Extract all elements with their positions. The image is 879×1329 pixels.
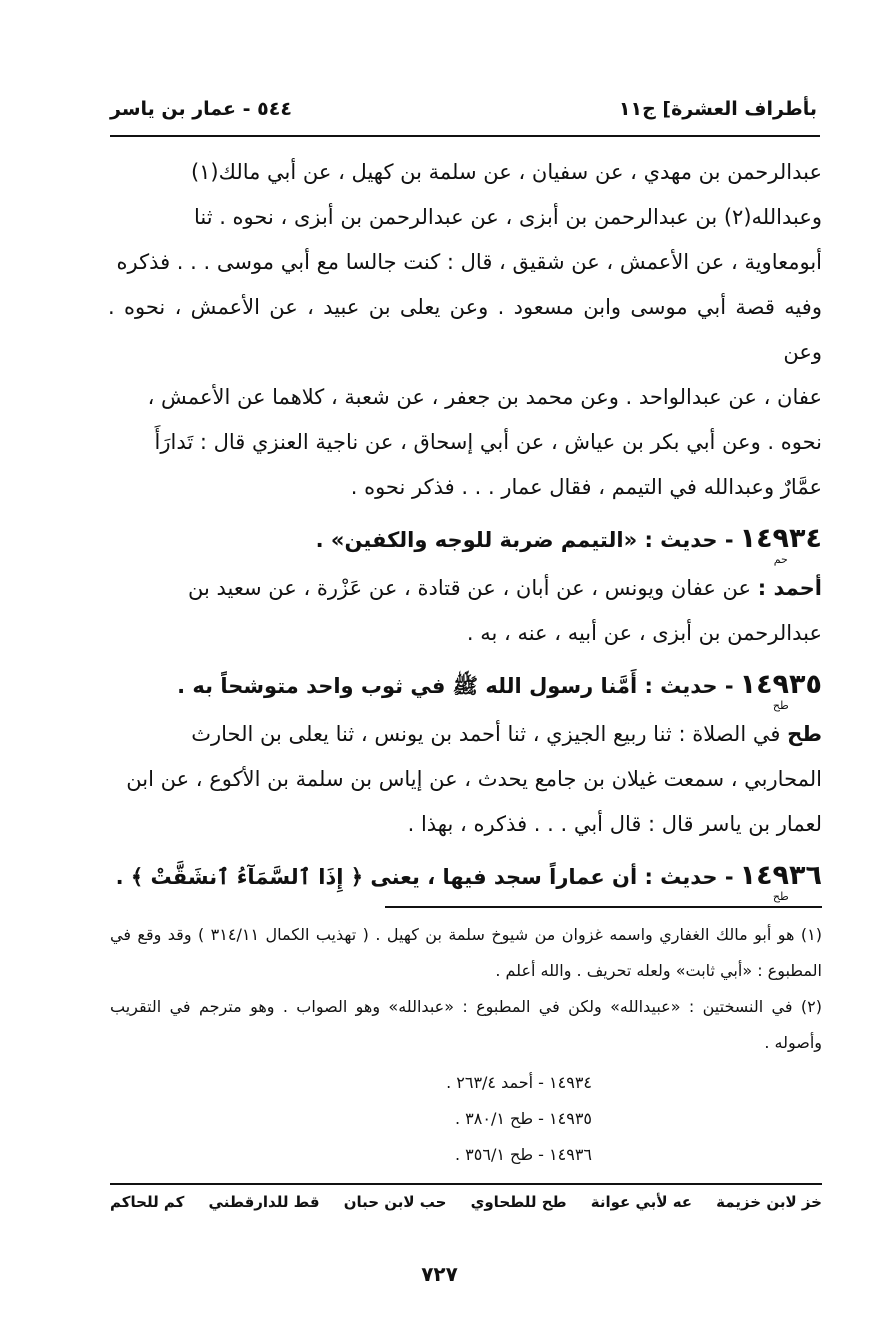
footnote-1: (١) هو أبو مالك الغفاري واسمه غزوان من شيوخ سلمة بن كهيل . ( تهذيب الكمال ٣١٤/١١ ) وقد وقع في المطبوع : «أبي ثابت» ولعله تحريف . والله أعلم . xyxy=(110,925,822,980)
header-section: ٥٤٤ - عمار بن ياسر xyxy=(110,98,292,120)
hadith-heading-14934 xyxy=(108,514,822,566)
paragraph-continued xyxy=(108,150,822,510)
text-line: وفيه قصة أبي موسى وابن مسعود . وعن يعلى بن عبيد ، عن الأعمش ، نحوه . وعن xyxy=(108,295,822,364)
source-symbol: طح xyxy=(772,699,789,712)
hadith-heading-14936 xyxy=(108,851,822,903)
hadith-number xyxy=(740,524,822,566)
abbreviation: خز لابن خزيمة xyxy=(716,1193,822,1211)
abbreviation: كم للحاكم xyxy=(110,1193,185,1211)
running-header xyxy=(110,92,817,126)
hadith-number-text: ١٤٩٣٦ xyxy=(739,860,822,891)
text-span: عن عفان ويونس ، عن أبان ، عن قتادة ، عن عَزْرة ، عن سعيد بن xyxy=(187,576,752,600)
hadith-number xyxy=(740,670,822,712)
abbreviation: عه لأبي عوانة xyxy=(590,1193,693,1211)
hadith-number xyxy=(740,861,822,903)
footnote-2: (٢) في النسختين : «عبيدالله» ولكن في المطبوع : «عبدالله» وهو الصواب . وهو مترجم في التقريب وأصوله . xyxy=(110,997,822,1052)
text-line: عمَّارٌ وعبدالله في التيمم ، فقال عمار . . . فذكر نحوه . xyxy=(350,475,822,499)
hadith-number-text: ١٤٩٣٤ xyxy=(739,523,822,554)
hadith-title: - حديث : أَمَّنا رسول الله ﷺ في ثوب واحد متوشحاً به . xyxy=(177,674,734,698)
source-lead: طح xyxy=(787,722,822,746)
text-line: عبدالرحمن بن أبزى ، عن أبيه ، عنه ، به . xyxy=(466,621,822,645)
hadith-number-text: ١٤٩٣٥ xyxy=(739,669,822,700)
text-span: في الصلاة : ثنا ربيع الجيزي ، ثنا أحمد بن يونس ، ثنا يعلى بن الحارث xyxy=(191,722,781,746)
reference-line: ١٤٩٣٦ - طح ٣٥٦/١ . xyxy=(455,1145,592,1164)
hadith-title: - حديث : «التيمم ضربة للوجه والكفين» . xyxy=(315,528,734,552)
hadith-title: - حديث : أن عماراً سجد فيها ، يعنى ﴿ إِذَا ٱلسَّمَآءُ ٱنشَقَّتْ ﴾ . xyxy=(115,865,734,889)
main-text xyxy=(108,150,822,903)
abbreviation: قط للدارقطني xyxy=(208,1193,320,1211)
abbreviation: طح للطحاوي xyxy=(470,1193,567,1211)
text-line xyxy=(108,566,822,611)
header-rule xyxy=(110,135,820,137)
abbreviations-key xyxy=(110,1193,822,1211)
source-symbol: طح xyxy=(772,890,789,903)
text-line xyxy=(108,712,822,757)
text-line: أبومعاوية ، عن الأعمش ، عن شقيق ، قال : كنت جالسا مع أبي موسى . . . فذكره xyxy=(116,250,822,274)
hadith-heading-14935 xyxy=(108,660,822,712)
source-references xyxy=(110,1065,592,1173)
source-symbol: حم xyxy=(773,553,788,566)
footnotes xyxy=(110,917,822,1173)
header-volume: بأطراف العشرة] ج١١ xyxy=(618,98,817,120)
abbreviation: حب لابن حبان xyxy=(343,1193,447,1211)
reference-line: ١٤٩٣٤ - أحمد ٢٦٣/٤ . xyxy=(446,1073,592,1092)
reference-line: ١٤٩٣٥ - طح ٣٨٠/١ . xyxy=(455,1109,592,1128)
text-line: عبدالرحمن بن مهدي ، عن سفيان ، عن سلمة بن كهيل ، عن أبي مالك(١) xyxy=(190,160,822,184)
source-lead: أحمد : xyxy=(757,576,822,600)
abbreviations-rule xyxy=(110,1183,822,1185)
text-line: لعمار بن ياسر قال : قال أبي . . . فذكره ، بهذا . xyxy=(407,812,822,836)
text-line: وعبدالله(٢) بن عبدالرحمن بن أبزى ، عن عبدالرحمن بن أبزى ، نحوه . ثنا xyxy=(193,205,822,229)
text-line: عفان ، عن عبدالواحد . وعن محمد بن جعفر ، عن شعبة ، كلاهما عن الأعمش ، xyxy=(147,385,822,409)
footnote-rule xyxy=(385,906,822,908)
page-number: ٧٢٧ xyxy=(421,1262,458,1286)
text-line: المحاربي ، سمعت غيلان بن جامع يحدث ، عن إياس بن سلمة بن الأكوع ، عن ابن xyxy=(126,767,822,791)
text-line: نحوه . وعن أبي بكر بن عياش ، عن أبي إسحاق ، عن ناجية العنزي قال : تَدارَأَ xyxy=(154,430,822,454)
